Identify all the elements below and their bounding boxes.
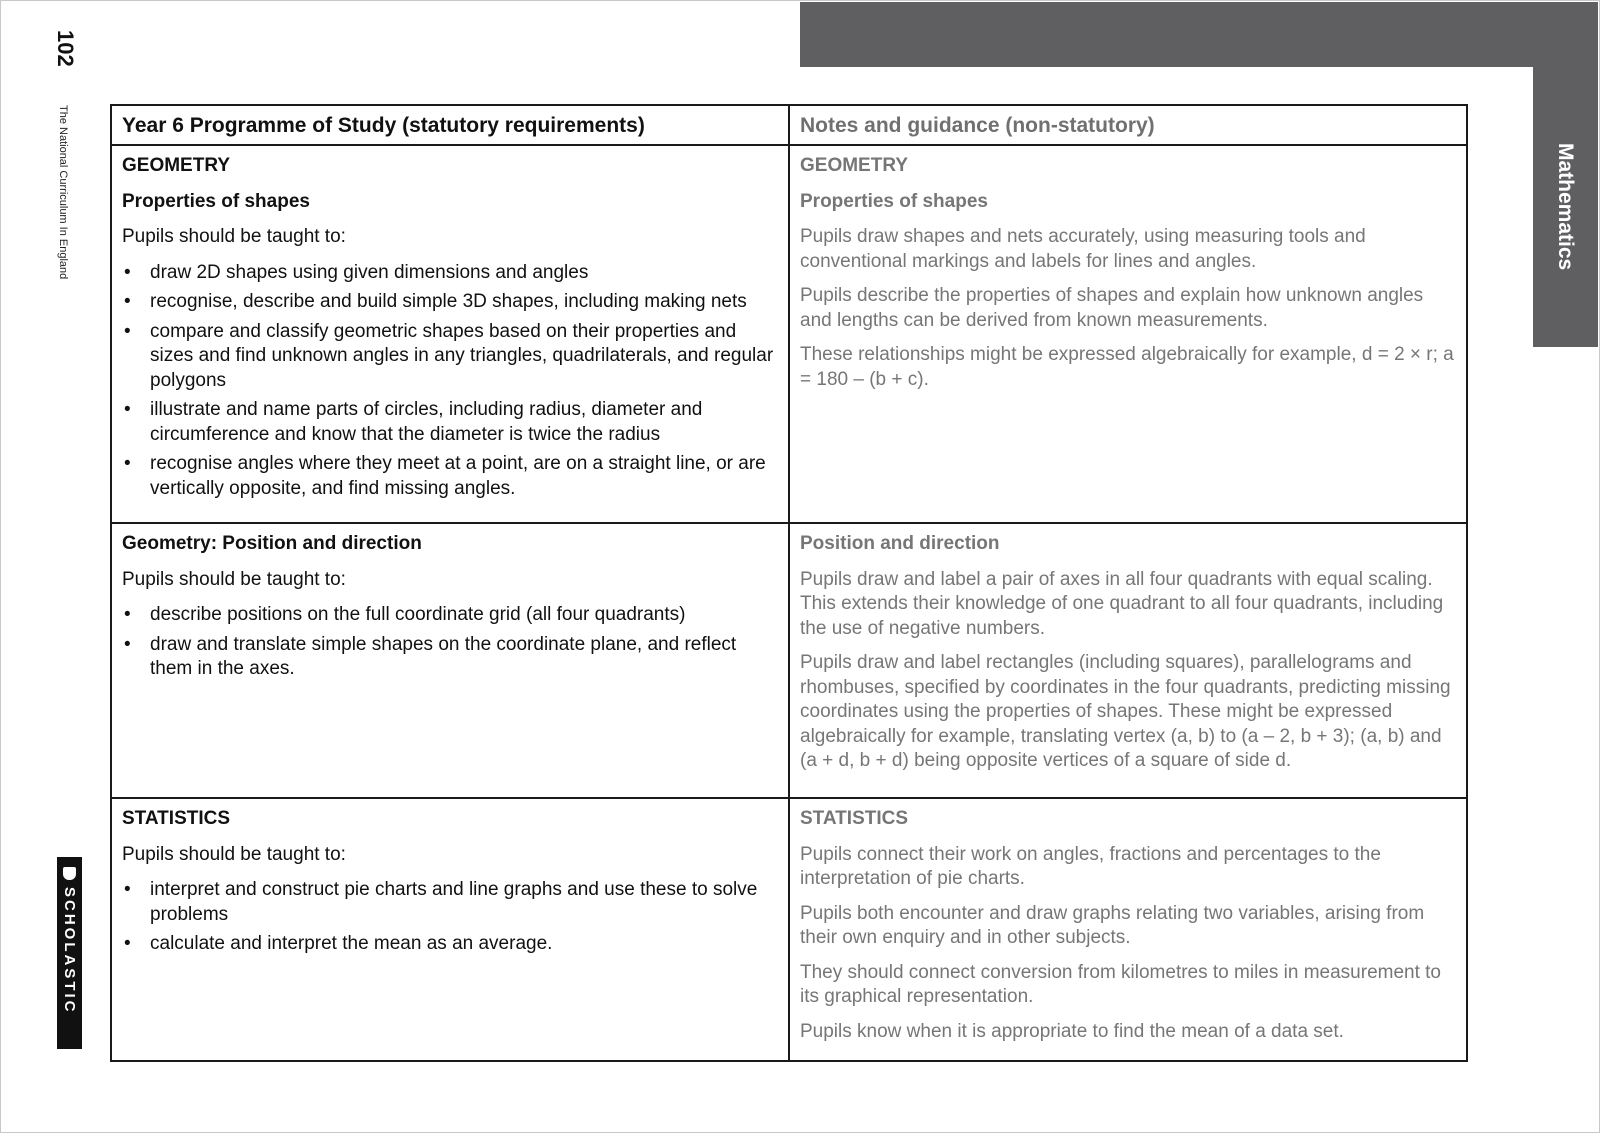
section-heading: STATISTICS <box>122 808 231 829</box>
guidance-paragraph: They should connect conversion from kilometres to miles in measurement to its graphical representation. <box>800 961 1441 1007</box>
list-item: • draw 2D shapes using given dimensions and angles <box>122 261 778 286</box>
guidance-header: Notes and guidance (non-statutory) <box>789 105 1467 145</box>
guidance-paragraph: Pupils draw and label rectangles (including squares), parallelograms and rhombuses, specified by coordinates in the four quadrants, predicting missing coordinates using the properties of shapes. These might be expressed algebraically for example, translating vertex (a, b) to (a – 2, b + 3); (a, b) and (a + d, b + d) being opposite vertices of a square of side d. <box>800 652 1451 771</box>
page-number: 102 <box>53 30 78 67</box>
requirement-list <box>122 261 778 502</box>
guidance-paragraph: Pupils describe the properties of shapes and explain how unknown angles and lengths can be derived from known measurements. <box>800 285 1424 331</box>
statutory-cell <box>111 523 789 798</box>
guidance-cell <box>789 798 1467 1061</box>
requirement-list <box>122 603 778 682</box>
section-heading: STATISTICS <box>800 808 909 829</box>
intro-text: Pupils should be taught to: <box>122 568 346 590</box>
intro-text: Pupils should be taught to: <box>122 226 346 247</box>
guidance-paragraph: Pupils know when it is appropriate to find the mean of a data set. <box>800 1020 1344 1042</box>
statutory-cell <box>111 145 789 523</box>
list-item: • describe positions on the full coordinate grid (all four quadrants) <box>122 603 778 628</box>
book-icon <box>63 867 76 880</box>
intro-text: Pupils should be taught to: <box>122 843 346 865</box>
subheading: Properties of shapes <box>122 190 310 212</box>
statutory-cell <box>111 798 789 1061</box>
subheading: Geometry: Position and direction <box>122 533 422 554</box>
subject-tab <box>1533 67 1598 347</box>
subject-tab-label: Mathematics <box>1554 143 1577 271</box>
table-row <box>111 798 1467 1061</box>
guidance-cell <box>789 145 1467 523</box>
list-item: • interpret and construct pie charts and line graphs and use these to solve problems <box>122 878 778 927</box>
curriculum-label: The National Curriculum In England <box>57 105 69 280</box>
guidance-paragraph: Pupils both encounter and draw graphs relating two variables, arising from their own enquiry and in other subjects. <box>800 902 1425 948</box>
publisher-logo <box>57 857 82 1049</box>
guidance-paragraph: Pupils draw and label a pair of axes in all four quadrants with equal scaling. This extends their knowledge of one quadrant to all four quadrants, including the use of negative numbers. <box>800 568 1444 639</box>
list-item: • recognise angles where they meet at a point, are on a straight line, or are vertically opposite, and find missing angles. <box>122 452 778 501</box>
guidance-paragraph: These relationships might be expressed algebraically for example, d = 2 × r; a = 180 – (b + c). <box>800 344 1454 390</box>
table-row <box>111 523 1467 798</box>
list-item: • recognise, describe and build simple 3D shapes, including making nets <box>122 290 778 315</box>
guidance-paragraph: Pupils connect their work on angles, fractions and percentages to the interpretation of pie charts. <box>800 843 1381 889</box>
guidance-paragraph: Pupils draw shapes and nets accurately, using measuring tools and conventional markings and labels for lines and angles. <box>800 226 1366 272</box>
list-item: • draw and translate simple shapes on the coordinate plane, and reflect them in the axes. <box>122 633 778 682</box>
curriculum-table <box>110 104 1468 1062</box>
list-item: • compare and classify geometric shapes based on their properties and sizes and find unknown angles in any triangles, quadrilaterals, and regular polygons <box>122 320 778 394</box>
statutory-header: Year 6 Programme of Study (statutory requirements) <box>111 105 789 145</box>
publisher-name: SCHOLASTIC <box>61 887 78 1015</box>
subheading: Properties of shapes <box>800 190 988 212</box>
list-item: • calculate and interpret the mean as an average. <box>122 932 778 957</box>
requirement-list <box>122 878 778 957</box>
table-header-row <box>111 105 1467 145</box>
header-band <box>800 2 1598 67</box>
section-heading: GEOMETRY <box>800 155 909 176</box>
subheading: Position and direction <box>800 533 1000 554</box>
section-heading: GEOMETRY <box>122 155 231 176</box>
table-row <box>111 145 1467 523</box>
guidance-cell <box>789 523 1467 798</box>
list-item: • illustrate and name parts of circles, including radius, diameter and circumference and know that the diameter is twice the radius <box>122 398 778 447</box>
